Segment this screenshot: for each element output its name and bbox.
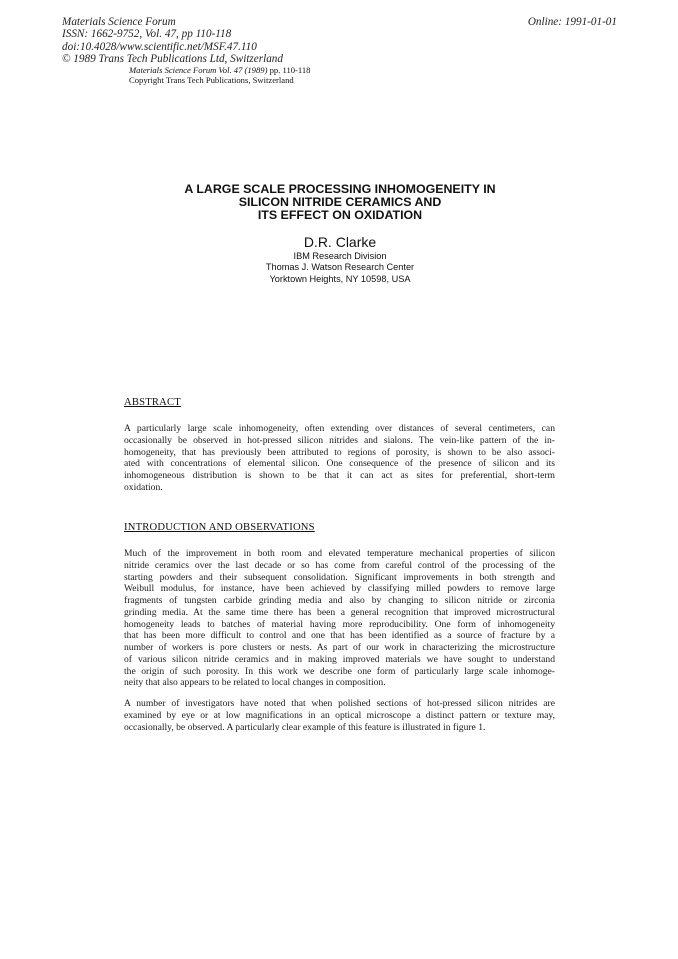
introduction-heading: INTRODUCTION AND OBSERVATIONS (124, 522, 315, 533)
original-citation-pages: pp. 110-118 (267, 65, 311, 75)
text-line: neity that also appears to be related to local changes in composition. (124, 677, 386, 689)
introduction-paragraph-1 (124, 548, 555, 689)
text-line: Weibull modulus, for instance, have been achieved by classifying milled powders to remove large (124, 583, 555, 595)
title-line-2: SILICON NITRIDE CERAMICS AND (238, 195, 442, 210)
author-affiliation (120, 251, 560, 285)
text-line: nitride ceramics over the last decade or so has come from careful control of the processing of the (124, 559, 555, 571)
text-line: starting powders and their subsequent consolidation. Significant improvements in both strength and (124, 571, 555, 583)
meta-copyright: © 1989 Trans Tech Publications Ltd, Switzerland (62, 52, 283, 65)
text-line: homogeneity leads to batches of material having more reproducibility. One form of inhomogeneity (124, 618, 555, 630)
original-citation (129, 65, 310, 85)
text-line: the origin of such porosity. In this work we describe one form of particularly large scale inhomoge- (124, 665, 555, 677)
introduction-paragraph-2 (124, 698, 555, 733)
text-line: Much of the improvement in both room and elevated temperature mechanical properties of silicon (124, 548, 555, 559)
original-citation-copyright: Copyright Trans Tech Publications, Switzerland (129, 75, 294, 86)
affiliation-line-1: IBM Research Division (293, 251, 387, 261)
paper-title (120, 183, 560, 223)
text-line: number of workers is pore clusters or nests. As part of our work in characterizing the microstructure (124, 642, 555, 653)
affiliation-line-3: Yorktown Heights, NY 10598, USA (269, 273, 411, 284)
meta-online-date: Online: 1991-01-01 (527, 16, 617, 28)
author-name: D.R. Clarke (303, 234, 377, 250)
original-citation-line (129, 65, 310, 75)
original-citation-journal: Materials Science Forum Vol. 47 (1989) (129, 65, 268, 75)
text-line: occasionally, be observed. A particularly clear example of this feature is illustrated in figure 1. (124, 721, 486, 733)
text-line: A number of investigators have noted that when polished sections of hot-pressed silicon nitrides are (124, 698, 555, 709)
text-line: oxidation. (124, 481, 163, 493)
metadata-header (62, 16, 283, 65)
text-line: A particularly large scale inhomogeneity, often extending over distances of several centimeters, can (124, 423, 555, 434)
text-line: homogeneity, that has previously been attributed to regions of porosity, is shown to be also associ- (124, 446, 555, 458)
text-line: that has been more difficult to control and one that has been identified as a source of fracture by a (124, 630, 555, 642)
text-line: examined by eye or at low magnifications in an optical microscope a distinct pattern or texture may, (124, 709, 555, 721)
meta-doi: doi:10.4028/www.scientific.net/MSF.47.110 (62, 40, 257, 53)
affiliation-line-2: Thomas J. Watson Research Center (265, 262, 415, 273)
text-line: fragments of tungsten carbide grinding media and also by changing to silicon nitride or zirconia (124, 595, 555, 606)
text-line: of various silicon nitride ceramics and in making improved materials we have sought to understand (124, 653, 555, 665)
text-line: grinding media. At the same time there has been a general recognition that improved microstructural (124, 606, 555, 618)
meta-journal: Materials Science Forum (62, 16, 176, 28)
title-line-3: ITS EFFECT ON OXIDATION (257, 208, 423, 223)
text-line: occasionally be observed in hot-pressed silicon nitrides and sialons. The vein-like pattern of the in- (124, 434, 555, 446)
abstract-text (124, 423, 555, 494)
text-line: ated with concentrations of elemental silicon. One consequence of the presence of silicon and its (124, 458, 555, 470)
title-line-1: A LARGE SCALE PROCESSING INHOMOGENEITY IN (184, 182, 496, 196)
text-line: inhomogeneous distribution is shown to be that it can act as sites for preferential, short-term (124, 470, 555, 481)
abstract-heading: ABSTRACT (124, 397, 181, 408)
meta-issn: ISSN: 1662-9752, Vol. 47, pp 110-118 (62, 28, 232, 41)
